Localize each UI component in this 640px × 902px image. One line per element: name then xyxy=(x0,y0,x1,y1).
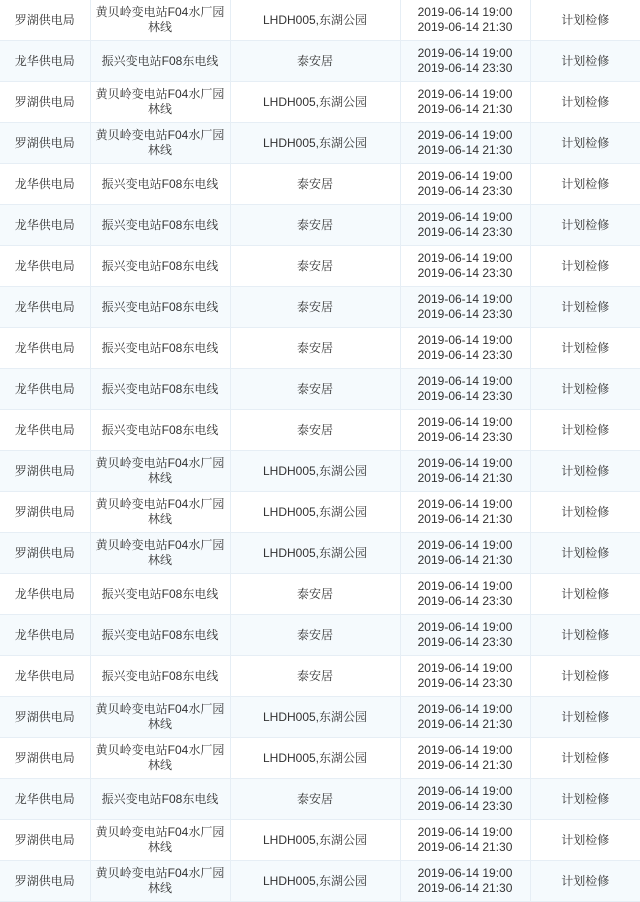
cell-org: 罗湖供电局 xyxy=(0,697,90,738)
cell-org: 龙华供电局 xyxy=(0,287,90,328)
time-end: 2019-06-14 23:30 xyxy=(417,348,513,362)
cell-line: 振兴变电站F08东电线 xyxy=(90,656,230,697)
cell-time xyxy=(400,533,530,574)
table-row[interactable] xyxy=(0,369,640,410)
cell-area: 泰安居 xyxy=(230,41,400,82)
cell-area: LHDH005,东湖公园 xyxy=(230,533,400,574)
cell-time xyxy=(400,861,530,902)
cell-type: 计划检修 xyxy=(530,533,640,574)
cell-type: 计划检修 xyxy=(530,328,640,369)
cell-area: LHDH005,东湖公园 xyxy=(230,0,400,41)
cell-line: 振兴变电站F08东电线 xyxy=(90,246,230,287)
cell-org: 龙华供电局 xyxy=(0,656,90,697)
time-end: 2019-06-14 21:30 xyxy=(417,512,513,526)
cell-area: LHDH005,东湖公园 xyxy=(230,123,400,164)
cell-type: 计划检修 xyxy=(530,656,640,697)
cell-org: 罗湖供电局 xyxy=(0,533,90,574)
time-start: 2019-06-14 19:00 xyxy=(417,5,513,19)
cell-time xyxy=(400,820,530,861)
cell-org: 罗湖供电局 xyxy=(0,820,90,861)
table-row[interactable] xyxy=(0,615,640,656)
cell-time xyxy=(400,615,530,656)
table-row[interactable] xyxy=(0,656,640,697)
table-row[interactable] xyxy=(0,82,640,123)
cell-org: 罗湖供电局 xyxy=(0,492,90,533)
time-end: 2019-06-14 23:30 xyxy=(417,594,513,608)
cell-line: 振兴变电站F08东电线 xyxy=(90,41,230,82)
time-start: 2019-06-14 19:00 xyxy=(417,497,513,511)
cell-type: 计划检修 xyxy=(530,738,640,779)
table-row[interactable] xyxy=(0,205,640,246)
cell-type: 计划检修 xyxy=(530,205,640,246)
cell-org: 罗湖供电局 xyxy=(0,82,90,123)
cell-org: 龙华供电局 xyxy=(0,41,90,82)
time-start: 2019-06-14 19:00 xyxy=(417,169,513,183)
time-start: 2019-06-14 19:00 xyxy=(417,866,513,880)
time-end: 2019-06-14 21:30 xyxy=(417,471,513,485)
cell-area: 泰安居 xyxy=(230,246,400,287)
time-end: 2019-06-14 23:30 xyxy=(417,676,513,690)
cell-org: 龙华供电局 xyxy=(0,205,90,246)
table-row[interactable] xyxy=(0,123,640,164)
cell-org: 罗湖供电局 xyxy=(0,451,90,492)
cell-line: 黄贝岭变电站F04水厂园林线 xyxy=(90,861,230,902)
cell-type: 计划检修 xyxy=(530,492,640,533)
cell-line: 振兴变电站F08东电线 xyxy=(90,328,230,369)
cell-area: LHDH005,东湖公园 xyxy=(230,738,400,779)
time-end: 2019-06-14 23:30 xyxy=(417,430,513,444)
table-row[interactable] xyxy=(0,328,640,369)
cell-line: 振兴变电站F08东电线 xyxy=(90,574,230,615)
time-end: 2019-06-14 23:30 xyxy=(417,225,513,239)
cell-org: 罗湖供电局 xyxy=(0,0,90,41)
time-start: 2019-06-14 19:00 xyxy=(417,333,513,347)
table-row[interactable] xyxy=(0,451,640,492)
table-row[interactable] xyxy=(0,697,640,738)
cell-line: 黄贝岭变电站F04水厂园林线 xyxy=(90,533,230,574)
table-row[interactable] xyxy=(0,574,640,615)
table-row[interactable] xyxy=(0,533,640,574)
cell-org: 龙华供电局 xyxy=(0,410,90,451)
time-end: 2019-06-14 21:30 xyxy=(417,881,513,895)
time-start: 2019-06-14 19:00 xyxy=(417,702,513,716)
cell-area: LHDH005,东湖公园 xyxy=(230,492,400,533)
cell-line: 振兴变电站F08东电线 xyxy=(90,615,230,656)
time-end: 2019-06-14 23:30 xyxy=(417,266,513,280)
cell-type: 计划检修 xyxy=(530,574,640,615)
cell-type: 计划检修 xyxy=(530,0,640,41)
cell-time xyxy=(400,41,530,82)
cell-line: 黄贝岭变电站F04水厂园林线 xyxy=(90,0,230,41)
cell-area: 泰安居 xyxy=(230,656,400,697)
time-end: 2019-06-14 21:30 xyxy=(417,553,513,567)
cell-time xyxy=(400,82,530,123)
time-start: 2019-06-14 19:00 xyxy=(417,292,513,306)
cell-time xyxy=(400,574,530,615)
cell-line: 振兴变电站F08东电线 xyxy=(90,779,230,820)
cell-time xyxy=(400,656,530,697)
cell-time xyxy=(400,123,530,164)
cell-time xyxy=(400,164,530,205)
time-start: 2019-06-14 19:00 xyxy=(417,456,513,470)
cell-org: 龙华供电局 xyxy=(0,369,90,410)
time-end: 2019-06-14 23:30 xyxy=(417,184,513,198)
time-start: 2019-06-14 19:00 xyxy=(417,620,513,634)
time-start: 2019-06-14 19:00 xyxy=(417,579,513,593)
cell-time xyxy=(400,697,530,738)
cell-area: 泰安居 xyxy=(230,205,400,246)
cell-org: 龙华供电局 xyxy=(0,246,90,287)
cell-line: 黄贝岭变电站F04水厂园林线 xyxy=(90,738,230,779)
cell-line: 黄贝岭变电站F04水厂园林线 xyxy=(90,123,230,164)
cell-org: 罗湖供电局 xyxy=(0,123,90,164)
time-end: 2019-06-14 23:30 xyxy=(417,799,513,813)
cell-type: 计划检修 xyxy=(530,615,640,656)
cell-line: 黄贝岭变电站F04水厂园林线 xyxy=(90,820,230,861)
time-end: 2019-06-14 21:30 xyxy=(417,20,513,34)
cell-area: LHDH005,东湖公园 xyxy=(230,82,400,123)
cell-org: 龙华供电局 xyxy=(0,779,90,820)
cell-type: 计划检修 xyxy=(530,164,640,205)
table-row[interactable] xyxy=(0,246,640,287)
table-row[interactable] xyxy=(0,492,640,533)
cell-area: 泰安居 xyxy=(230,615,400,656)
table-row[interactable] xyxy=(0,0,640,41)
cell-type: 计划检修 xyxy=(530,410,640,451)
cell-area: LHDH005,东湖公园 xyxy=(230,861,400,902)
cell-area: 泰安居 xyxy=(230,328,400,369)
cell-area: 泰安居 xyxy=(230,164,400,205)
cell-type: 计划检修 xyxy=(530,246,640,287)
cell-org: 龙华供电局 xyxy=(0,164,90,205)
cell-type: 计划检修 xyxy=(530,123,640,164)
cell-type: 计划检修 xyxy=(530,451,640,492)
time-start: 2019-06-14 19:00 xyxy=(417,251,513,265)
time-start: 2019-06-14 19:00 xyxy=(417,825,513,839)
time-start: 2019-06-14 19:00 xyxy=(417,128,513,142)
time-end: 2019-06-14 23:30 xyxy=(417,61,513,75)
time-end: 2019-06-14 23:30 xyxy=(417,307,513,321)
cell-type: 计划检修 xyxy=(530,82,640,123)
cell-type: 计划检修 xyxy=(530,861,640,902)
cell-org: 龙华供电局 xyxy=(0,574,90,615)
time-start: 2019-06-14 19:00 xyxy=(417,374,513,388)
cell-area: 泰安居 xyxy=(230,779,400,820)
cell-time xyxy=(400,451,530,492)
cell-line: 振兴变电站F08东电线 xyxy=(90,164,230,205)
table-row[interactable] xyxy=(0,41,640,82)
cell-line: 振兴变电站F08东电线 xyxy=(90,410,230,451)
cell-org: 龙华供电局 xyxy=(0,615,90,656)
cell-line: 黄贝岭变电站F04水厂园林线 xyxy=(90,451,230,492)
cell-type: 计划检修 xyxy=(530,287,640,328)
table-row[interactable] xyxy=(0,738,640,779)
table-row[interactable] xyxy=(0,820,640,861)
time-end: 2019-06-14 21:30 xyxy=(417,102,513,116)
cell-line: 振兴变电站F08东电线 xyxy=(90,287,230,328)
cell-time xyxy=(400,492,530,533)
table-row[interactable] xyxy=(0,287,640,328)
cell-area: LHDH005,东湖公园 xyxy=(230,820,400,861)
cell-line: 振兴变电站F08东电线 xyxy=(90,205,230,246)
cell-type: 计划检修 xyxy=(530,697,640,738)
time-start: 2019-06-14 19:00 xyxy=(417,784,513,798)
time-start: 2019-06-14 19:00 xyxy=(417,743,513,757)
cell-line: 黄贝岭变电站F04水厂园林线 xyxy=(90,492,230,533)
table-row[interactable] xyxy=(0,164,640,205)
table-row[interactable] xyxy=(0,779,640,820)
time-end: 2019-06-14 21:30 xyxy=(417,758,513,772)
time-start: 2019-06-14 19:00 xyxy=(417,661,513,675)
table-row[interactable] xyxy=(0,861,640,902)
cell-area: 泰安居 xyxy=(230,410,400,451)
time-start: 2019-06-14 19:00 xyxy=(417,210,513,224)
cell-area: 泰安居 xyxy=(230,369,400,410)
cell-area: 泰安居 xyxy=(230,287,400,328)
cell-time xyxy=(400,369,530,410)
cell-time xyxy=(400,287,530,328)
time-end: 2019-06-14 21:30 xyxy=(417,840,513,854)
cell-time xyxy=(400,410,530,451)
time-start: 2019-06-14 19:00 xyxy=(417,46,513,60)
cell-org: 罗湖供电局 xyxy=(0,861,90,902)
cell-line: 振兴变电站F08东电线 xyxy=(90,369,230,410)
cell-type: 计划检修 xyxy=(530,369,640,410)
cell-time xyxy=(400,205,530,246)
cell-time xyxy=(400,0,530,41)
cell-org: 罗湖供电局 xyxy=(0,738,90,779)
time-end: 2019-06-14 23:30 xyxy=(417,635,513,649)
cell-type: 计划检修 xyxy=(530,779,640,820)
cell-line: 黄贝岭变电站F04水厂园林线 xyxy=(90,82,230,123)
cell-time xyxy=(400,246,530,287)
cell-area: LHDH005,东湖公园 xyxy=(230,451,400,492)
time-end: 2019-06-14 23:30 xyxy=(417,389,513,403)
time-start: 2019-06-14 19:00 xyxy=(417,538,513,552)
cell-org: 龙华供电局 xyxy=(0,328,90,369)
cell-area: LHDH005,东湖公园 xyxy=(230,697,400,738)
cell-time xyxy=(400,328,530,369)
time-start: 2019-06-14 19:00 xyxy=(417,415,513,429)
cell-time xyxy=(400,779,530,820)
time-end: 2019-06-14 21:30 xyxy=(417,717,513,731)
cell-type: 计划检修 xyxy=(530,41,640,82)
cell-time xyxy=(400,738,530,779)
cell-line: 黄贝岭变电站F04水厂园林线 xyxy=(90,697,230,738)
time-end: 2019-06-14 21:30 xyxy=(417,143,513,157)
cell-area: 泰安居 xyxy=(230,574,400,615)
table-row[interactable] xyxy=(0,410,640,451)
cell-type: 计划检修 xyxy=(530,820,640,861)
time-start: 2019-06-14 19:00 xyxy=(417,87,513,101)
